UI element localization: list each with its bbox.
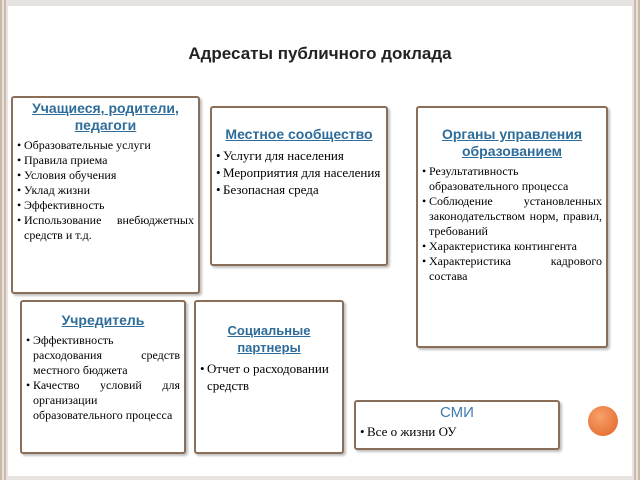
list-item: • Качество условий для организации образовательного процесса: [26, 378, 180, 423]
list-item: • Эффективность расходования средств местного бюджета: [26, 333, 180, 378]
box-partners-heading: Социальные партнеры: [227, 323, 311, 355]
box-students-list: [17, 138, 194, 243]
box-founder: [20, 300, 186, 454]
slide-title: Адресаты публичного доклада: [188, 44, 452, 63]
list-item: • Безопасная среда: [216, 181, 382, 198]
list-item: • Все о жизни ОУ: [360, 423, 554, 440]
box-authorities-heading: Органы управления образованием: [441, 126, 583, 159]
box-community-heading: Местное сообщество: [225, 126, 373, 142]
list-item: • Использование внебюджетных средств и т.д.: [17, 213, 194, 243]
list-item: • Образовательные услуги: [17, 138, 194, 153]
list-item: • Характеристика кадрового состава: [422, 254, 602, 284]
box-media: [354, 400, 560, 450]
decor-circle: [588, 406, 618, 436]
slide: [8, 6, 632, 476]
box-students: [11, 96, 200, 294]
list-item: • Результативность образовательного процесса: [422, 164, 602, 194]
box-partners: [194, 300, 344, 454]
list-item: • Отчет о расходовании средств: [200, 360, 338, 394]
box-authorities: [416, 106, 608, 348]
left-decor-stripe: [0, 0, 6, 480]
box-community: [210, 106, 388, 266]
list-item: • Соблюдение установленных законодательством норм, правил, требований: [422, 194, 602, 239]
list-item: • Характеристика контингента: [422, 239, 602, 254]
list-item: • Правила приема: [17, 153, 194, 168]
box-students-heading: Учащиеся, родители, педагоги: [32, 100, 179, 133]
list-item: • Услуги для населения: [216, 147, 382, 164]
right-decor-stripe: [634, 0, 640, 480]
box-authorities-list: [422, 164, 602, 284]
box-community-list: [216, 147, 382, 198]
list-item: • Мероприятия для населения: [216, 164, 382, 181]
box-media-list: [360, 423, 554, 440]
list-item: • Условия обучения: [17, 168, 194, 183]
box-partners-list: [200, 360, 338, 394]
list-item: • Эффективность: [17, 198, 194, 213]
box-media-heading: СМИ: [440, 404, 474, 421]
list-item: • Уклад жизни: [17, 183, 194, 198]
box-founder-list: [26, 333, 180, 423]
box-founder-heading: Учредитель: [61, 312, 145, 328]
